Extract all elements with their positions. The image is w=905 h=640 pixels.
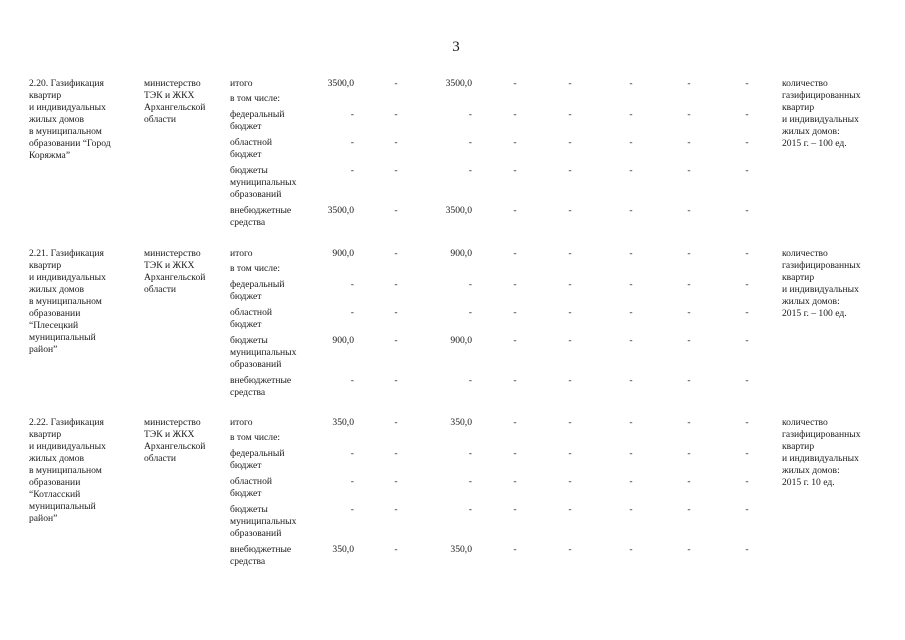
value-cell: - — [394, 279, 398, 290]
value-cell: - — [745, 307, 749, 318]
value-cell: - — [568, 417, 572, 428]
value-cell: - — [745, 248, 749, 259]
value-cell: - — [394, 205, 398, 216]
value-cell: 900,0 — [332, 335, 354, 346]
value-cell: - — [745, 448, 749, 459]
value-cell: - — [394, 137, 398, 148]
value-cell: - — [513, 476, 517, 487]
value-cell: 350,0 — [332, 417, 354, 428]
value-cell: - — [568, 78, 572, 89]
value-cell: - — [745, 137, 749, 148]
value-cell: - — [513, 504, 517, 515]
value-cell: - — [513, 417, 517, 428]
value-cell: 900,0 — [450, 335, 472, 346]
value-cell: - — [513, 279, 517, 290]
source-label: в том числе: — [230, 263, 281, 274]
value-cell: - — [629, 375, 633, 386]
value-cell: - — [629, 417, 633, 428]
value-cell: - — [394, 504, 398, 515]
value-cell: - — [568, 504, 572, 515]
value-cell: - — [687, 205, 691, 216]
value-cell: - — [568, 248, 572, 259]
source-label: областной бюджет — [230, 307, 273, 330]
value-cell: - — [687, 279, 691, 290]
value-cell: 350,0 — [450, 417, 472, 428]
value-cell: - — [745, 335, 749, 346]
source-label: внебюджетные средства — [230, 205, 292, 228]
value-cell: - — [394, 307, 398, 318]
value-cell: - — [513, 248, 517, 259]
value-cell: - — [745, 504, 749, 515]
value-cell: - — [629, 78, 633, 89]
source-label: бюджеты муниципальных образований — [230, 165, 297, 200]
value-cell: - — [468, 279, 472, 290]
value-cell: - — [687, 78, 691, 89]
value-cell: - — [629, 307, 633, 318]
source-label: бюджеты муниципальных образований — [230, 335, 297, 370]
value-cell: - — [468, 504, 472, 515]
value-cell: - — [745, 205, 749, 216]
value-cell: - — [687, 248, 691, 259]
value-cell: - — [629, 205, 633, 216]
value-cell: - — [513, 544, 517, 555]
value-cell: - — [745, 109, 749, 120]
value-cell: - — [629, 165, 633, 176]
value-cell: - — [687, 504, 691, 515]
value-cell: - — [745, 279, 749, 290]
value-cell: - — [468, 375, 472, 386]
value-cell: - — [513, 375, 517, 386]
value-cell: - — [745, 78, 749, 89]
value-cell: 3500,0 — [327, 78, 354, 89]
value-cell: - — [513, 78, 517, 89]
value-cell: - — [629, 109, 633, 120]
value-cell: - — [687, 448, 691, 459]
value-cell: 3500,0 — [445, 205, 472, 216]
value-cell: - — [629, 248, 633, 259]
source-label: федеральный бюджет — [230, 279, 285, 302]
value-cell: - — [350, 476, 354, 487]
value-cell: - — [513, 109, 517, 120]
value-cell: - — [568, 544, 572, 555]
value-cell: - — [394, 448, 398, 459]
value-cell: - — [687, 417, 691, 428]
value-cell: - — [394, 78, 398, 89]
source-label: в том числе: — [230, 432, 281, 443]
value-cell: 900,0 — [450, 248, 472, 259]
source-label: бюджеты муниципальных образований — [230, 504, 297, 539]
value-cell: - — [629, 504, 633, 515]
value-cell: - — [394, 165, 398, 176]
expected-result: количество газифицированных квартир и индивидуальных жилых домов: 2015 г. 10 ед. — [782, 417, 861, 488]
value-cell: - — [468, 307, 472, 318]
source-label: в том числе: — [230, 93, 281, 104]
value-cell: - — [568, 279, 572, 290]
value-cell: - — [350, 307, 354, 318]
value-cell: - — [745, 375, 749, 386]
value-cell: - — [350, 504, 354, 515]
value-cell: - — [629, 335, 633, 346]
source-label: внебюджетные средства — [230, 544, 292, 567]
value-cell: - — [350, 109, 354, 120]
value-cell: - — [745, 417, 749, 428]
value-cell: - — [629, 476, 633, 487]
source-label: федеральный бюджет — [230, 109, 285, 132]
value-cell: - — [350, 448, 354, 459]
activity-title: 2.22. Газификация квартир и индивидуальных жилых домов в муниципальном образовании “Котласский муниципальный район” — [29, 417, 106, 524]
value-cell: - — [513, 307, 517, 318]
source-label: областной бюджет — [230, 476, 273, 499]
source-label: итого — [230, 417, 253, 428]
value-cell: - — [745, 165, 749, 176]
value-cell: 350,0 — [450, 544, 472, 555]
value-cell: - — [468, 448, 472, 459]
value-cell: 3500,0 — [445, 78, 472, 89]
source-label: итого — [230, 78, 253, 89]
expected-result: количество газифицированных квартир и индивидуальных жилых домов: 2015 г. – 100 ед. — [782, 248, 861, 319]
value-cell: - — [468, 137, 472, 148]
value-cell: - — [687, 165, 691, 176]
source-label: федеральный бюджет — [230, 448, 285, 471]
value-cell: 900,0 — [332, 248, 354, 259]
value-cell: - — [687, 137, 691, 148]
value-cell: - — [468, 109, 472, 120]
value-cell: - — [394, 375, 398, 386]
value-cell: - — [394, 335, 398, 346]
value-cell: - — [568, 205, 572, 216]
source-label: внебюджетные средства — [230, 375, 292, 398]
value-cell: - — [350, 165, 354, 176]
value-cell: - — [568, 137, 572, 148]
value-cell: - — [350, 375, 354, 386]
value-cell: - — [394, 476, 398, 487]
value-cell: - — [568, 165, 572, 176]
source-label: областной бюджет — [230, 137, 273, 160]
value-cell: - — [350, 279, 354, 290]
value-cell: - — [394, 544, 398, 555]
expected-result: количество газифицированных квартир и индивидуальных жилых домов: 2015 г. – 100 ед. — [782, 78, 861, 149]
page-number: 3 — [452, 39, 460, 55]
value-cell: - — [468, 476, 472, 487]
value-cell: - — [745, 476, 749, 487]
value-cell: - — [568, 335, 572, 346]
value-cell: - — [687, 375, 691, 386]
responsible-party: министерство ТЭК и ЖКХ Архангельской области — [144, 78, 206, 125]
value-cell: - — [350, 137, 354, 148]
responsible-party: министерство ТЭК и ЖКХ Архангельской области — [144, 248, 206, 295]
value-cell: - — [629, 544, 633, 555]
source-label: итого — [230, 248, 253, 259]
activity-title: 2.20. Газификация квартир и индивидуальных жилых домов в муниципальном образовании “Город Коряжма” — [29, 78, 111, 161]
value-cell: - — [513, 335, 517, 346]
value-cell: - — [568, 476, 572, 487]
value-cell: 3500,0 — [327, 205, 354, 216]
value-cell: - — [513, 137, 517, 148]
value-cell: - — [687, 476, 691, 487]
value-cell: - — [394, 248, 398, 259]
value-cell: - — [687, 544, 691, 555]
value-cell: - — [687, 335, 691, 346]
value-cell: - — [568, 109, 572, 120]
value-cell: - — [629, 448, 633, 459]
value-cell: - — [687, 307, 691, 318]
value-cell: - — [394, 109, 398, 120]
value-cell: - — [513, 448, 517, 459]
value-cell: - — [629, 137, 633, 148]
value-cell: - — [513, 205, 517, 216]
value-cell: - — [568, 375, 572, 386]
value-cell: - — [629, 279, 633, 290]
value-cell: - — [513, 165, 517, 176]
value-cell: - — [745, 544, 749, 555]
value-cell: - — [468, 165, 472, 176]
value-cell: - — [687, 109, 691, 120]
value-cell: - — [568, 307, 572, 318]
responsible-party: министерство ТЭК и ЖКХ Архангельской области — [144, 417, 206, 464]
value-cell: - — [394, 417, 398, 428]
value-cell: - — [568, 448, 572, 459]
activity-title: 2.21. Газификация квартир и индивидуальных жилых домов в муниципальном образовании “Плесецкий муниципальный район” — [29, 248, 106, 355]
value-cell: 350,0 — [332, 544, 354, 555]
